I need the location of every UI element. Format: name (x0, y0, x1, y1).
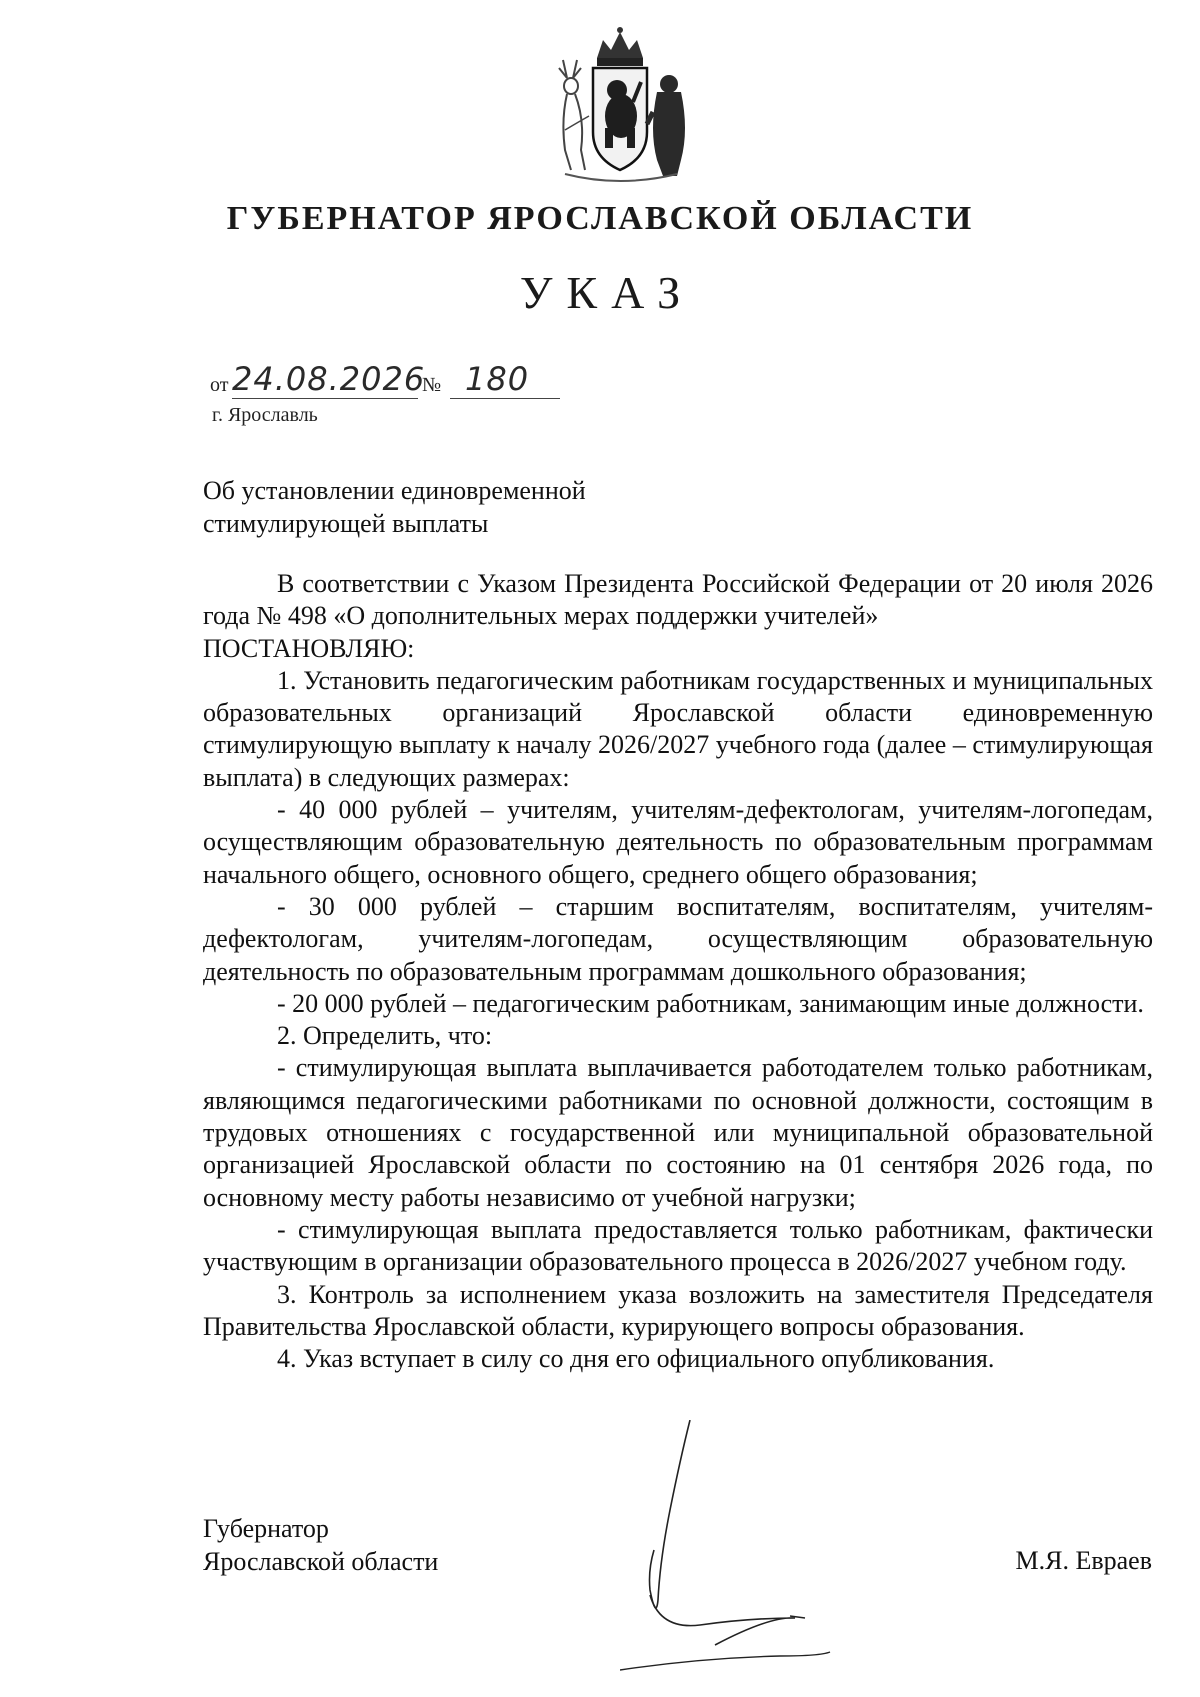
subject-line-2: стимулирующей выплаты (203, 509, 489, 538)
decree-body (203, 568, 1153, 1375)
number-prefix: № (422, 374, 442, 396)
signatory-title-line-1: Губернатор (203, 1514, 329, 1543)
clause-4: 4. Указ вступает в силу со дня его официального опубликования. (277, 1344, 995, 1374)
decree-subject (203, 474, 586, 540)
handwritten-date: 24.08.2026 (232, 360, 426, 398)
resolve-word: ПОСТАНОВЛЯЮ: (203, 633, 415, 663)
handwritten-number: 180 (465, 360, 530, 398)
document-type-heading: УКАЗ (519, 267, 695, 318)
clause-1-item-20000: - 20 000 рублей – педагогическим работникам, занимающим иные должности. (277, 988, 1144, 1018)
clause-2-item-2: - стимулирующая выплата предоставляется только работникам, фактически участвующим в организации образовательного процесса в 2026/2027 учебном году. (203, 1214, 1153, 1277)
city-label: г. Ярославль (212, 404, 318, 426)
preamble-paragraph: В соответствии с Указом Президента Российской Федерации от 20 июля 2026 года № 498 «О дополнительных мерах поддержки учителей» (203, 569, 1153, 631)
clause-2-item-1: - стимулирующая выплата выплачивается работодателем только работникам, являющимся педагогическими работниками по основной должности, состоящим в трудовых отношениях с государственной или муниципальной образовательной организацией Ярославской области по состоянию на 01 сентября 2026 года, по основному месту работы независимо от учебной нагрузки; (203, 1053, 1153, 1212)
signatory-title-line-2: Ярославской области (203, 1547, 439, 1576)
clause-1-item-40000: - 40 000 рублей – учителям, учителям-дефектологам, учителям-логопедам, осуществляющим образовательную деятельность по образовательным программам начального общего, основного общего, среднего общего образования; (203, 795, 1153, 889)
signatory-name: М.Я. Евраев (1015, 1546, 1152, 1575)
authority-heading: ГУБЕРНАТОР ЯРОСЛАВСКОЙ ОБЛАСТИ (226, 200, 974, 237)
number-underline (450, 398, 560, 399)
clause-2: 2. Определить, что: (277, 1021, 493, 1051)
yaroslavl-coat-of-arms-icon (545, 20, 695, 190)
clause-1-item-30000: - 30 000 рублей – старшим воспитателям, воспитателям, учителям-дефектологам, учителям-логопедам, осуществляющим образовательную деятельность по образовательным программам дошкольного образования; (203, 891, 1153, 986)
handwritten-signature-icon (620, 1420, 930, 1680)
clause-3: 3. Контроль за исполнением указа возложить на заместителя Председателя Правительства Ярославской области, курирующего вопросы образования. (203, 1279, 1153, 1341)
signatory-title (203, 1512, 438, 1578)
date-prefix: от (210, 374, 229, 396)
date-underline (232, 398, 418, 399)
clause-1: 1. Установить педагогическим работникам государственных и муниципальных образовательных организаций Ярославской области единовременную стимулирующую выплату к началу 2026/2027 учебного года (далее – стимулирующая выплата) в следующих размерах: (203, 665, 1153, 792)
date-number-line (210, 360, 570, 400)
subject-line-1: Об установлении единовременной (203, 476, 586, 505)
